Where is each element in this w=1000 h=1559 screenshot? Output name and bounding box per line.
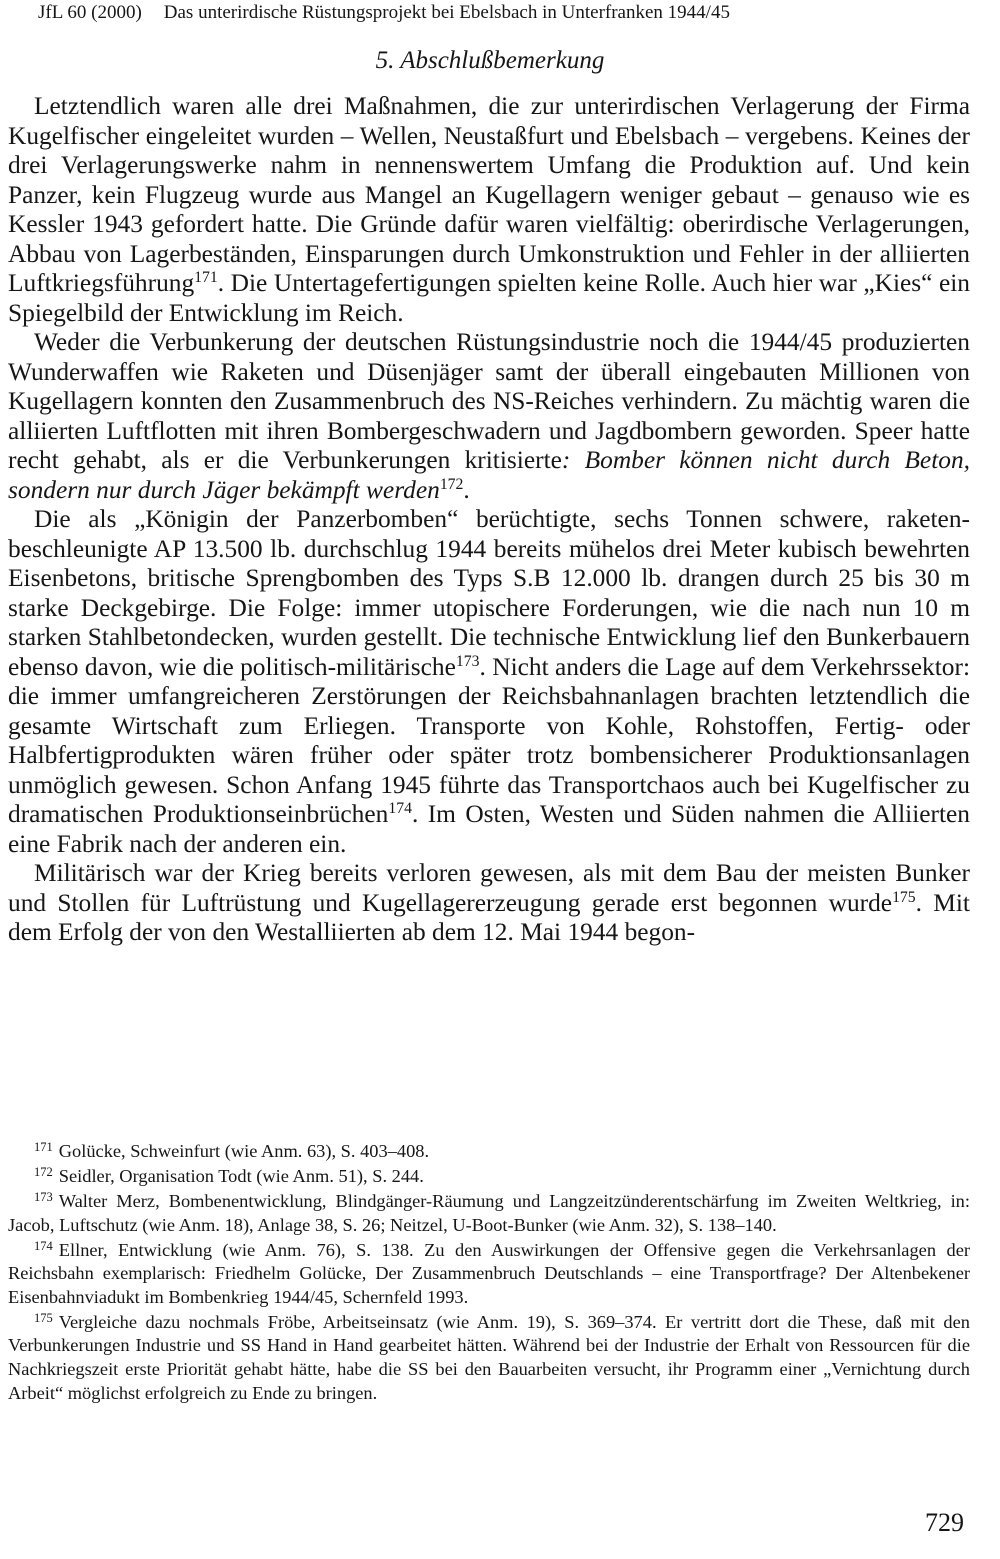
footnote-text: Golücke, Schweinfurt (wie Anm. 63), S. 403–408. [58, 1141, 430, 1161]
footnote-ref-175[interactable]: 175 [892, 888, 916, 906]
footnote-ref-173[interactable]: 173 [455, 652, 480, 670]
paragraph-3: Die als „Königin der Panzerbomben“ berüchtigte, sechs Tonnen schwere, raketenbeschleunigte AP 13.500 lb. durchschlug 1944 bereits mühelos drei Meter kubisch bewehrten Eisenbetons, britische Sprengbomben des Typs S.B 12.000 lb. drangen durch 25 bis 30 m starke Deckgebirge. Die Folge: immer utopischere Forderungen, wie die nach nun 10 m starken Stahlbetondecken, wurden gestellt. Die technische Entwicklung lief den Bunkerbauern ebenso davon, wie die politisch-militärische$^{173}$. Nicht anders die Lage auf dem Verkehrssektor: die immer umfangreicheren Zerstörungen der Reichsbahnanlagen brachten letztendlich die gesamte Wirtschaft zum Erliegen. Transporte von Kohle, Rohstoffen, Fertig- oder Halbfertigprodukten wären früher oder später trotz bombensicherer Produktionsanlagen unmöglich gewesen. Schon Anfang 1945 führte das Transportchaos auch bei Kugelfischer zu dramatischen Produktionseinbrüchen$^{174}$. Im Osten, Westen und Süden nahmen die Alliierten eine Fabrik nach der anderen ein. [8, 505, 970, 858]
speer-quote: : Bomber können nicht durch Beton, sondern nur durch Jäger bekämpft werden [8, 446, 970, 504]
footnote-text: Walter Merz, Bombenentwicklung, Blindgänger-Räumung und Langzeitzünderentschärfung im Zweiten Weltkrieg, in: Jacob, Luftschutz (wie Anm. 18), Anlage 38, S. 26; Neitzel, U-Boot-Bunker (wie Anm. 32), S. 138–140. [8, 1190, 970, 1235]
footnote-number: 172 [34, 1165, 53, 1180]
paragraph-1: Letztendlich waren alle drei Maßnahmen, die zur unterirdischen Verlagerung der Firma Kugelfischer eingeleitet wurden – Wellen, Neustaßfurt und Ebelsbach – vergebens. Keines der drei Verlagerungswerke nahm in nennenswertem Umfang die Produktion auf. Und kein Panzer, kein Flugzeug wurde aus Mangel an Kugellagern weniger gebaut – genauso wie es Kessler 1943 gefordert hatte. Die Gründe dafür waren vielfältig: oberirdische Verlagerungen, Abbau von Lagerbeständen, Einsparungen durch Umkonstruktion und Fehler in der alliierten Luftkriegsführung$^{171}$. Die Untertagefertigungen spielten keine Rolle. Auch hier war „Kies“ ein Spiegelbild der Entwicklung im Reich. [8, 92, 970, 327]
section-heading: 5. Abschlußbemerkung [375, 47, 605, 74]
article-title: Das unterirdische Rüstungsprojekt bei Ebelsbach in Unterfranken 1944/45 [163, 2, 730, 23]
footnote-text: Vergleiche dazu nochmals Fröbe, Arbeitseinsatz (wie Anm. 19), S. 369–374. Er vertritt dort die These, daß mit den Verbunkerungen Industrie und SS Hand in Hand gearbeitet hätten. Während bei der Industrie der Erhalt von Ressourcen für die Nachkriegszeit erste Priorität gehabt hätte, habe die SS bei den Bauarbeiten versucht, ihr Programm einer „Vernichtung durch Arbeit“ möglichst erfolgreich zu Ende zu bringen. [8, 1311, 970, 1403]
footnote-text: Ellner, Entwicklung (wie Anm. 76), S. 138. Zu den Auswirkungen der Offensive gegen die Verkehrsanlagen der Reichsbahn exemplarisch: Friedhelm Golücke, Der Zusammenbruch Deutschlands – eine Transportfrage? Der Altenbekener Eisenbahnviadukt im Bombenkrieg 1944/45, Schernfeld 1993. [8, 1239, 970, 1307]
footnote-ref-174[interactable]: 174 [388, 800, 412, 818]
body-text [8, 92, 970, 948]
footnote-ref-172[interactable]: 172 [439, 475, 464, 493]
footnote-number: 173 [34, 1190, 53, 1205]
running-header [38, 2, 938, 24]
footnote-number: 175 [34, 1311, 53, 1326]
footnote-number: 171 [34, 1140, 53, 1155]
footnote-171 [8, 1140, 970, 1164]
footnote-number: 174 [34, 1238, 53, 1253]
paragraph-4: Militärisch war der Krieg bereits verloren gewesen, als mit dem Bau der meisten Bunker und Stollen für Luftrüstung und Kugellagererzeugung gerade erst begonnen wurde$^{175}$. Mit dem Erfolg der von den Westalliierten ab dem 12. Mai 1944 begon- [8, 859, 970, 946]
footnote-174 [8, 1239, 970, 1310]
footnote-ref-171[interactable]: 171 [194, 269, 218, 287]
page-number: 729 [925, 1508, 964, 1537]
footnote-175 [8, 1311, 970, 1405]
footnotes [8, 1140, 970, 1406]
footnote-173 [8, 1190, 970, 1237]
paragraph-2: Weder die Verbunkerung der deutschen Rüstungsindustrie noch die 1944/45 produzierten Wunderwaffen wie Raketen und Düsenjäger samt der überall eingebauten Millionen von Kugellagern konnten den Zusammenbruch des NS-Reiches verhindern. Zu mächtig waren die alliierten Luftflotten mit ihren Bombergeschwadern und Jagdbombern geworden. Speer hatte recht gehabt, als er die Verbunkerungen kritisierte: Bomber können nicht durch Beton, sondern nur durch Jäger bekämpft werden$^{172}$. [8, 328, 970, 504]
journal-reference: JfL 60 (2000) [38, 2, 142, 23]
footnote-text: Seidler, Organisation Todt (wie Anm. 51), S. 244. [58, 1165, 424, 1186]
footnote-172 [8, 1165, 970, 1189]
